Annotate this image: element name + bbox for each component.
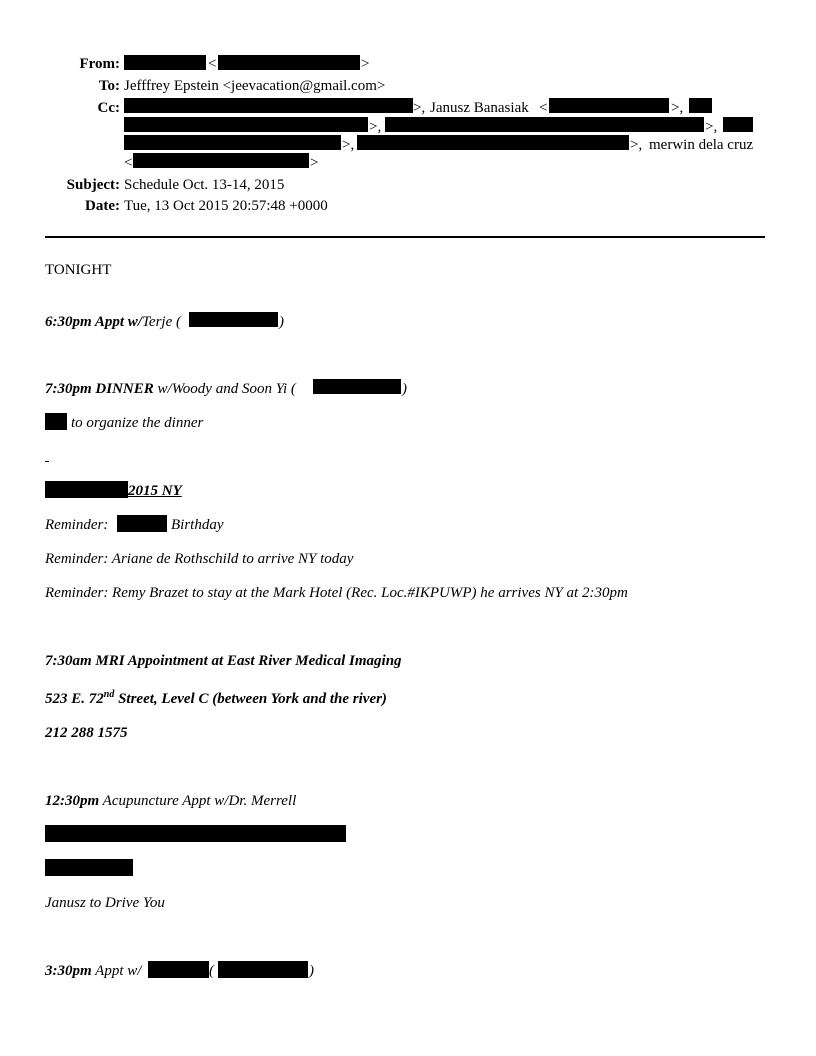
tonight-heading: TONIGHT (45, 262, 112, 278)
redaction (549, 98, 669, 113)
redaction (689, 98, 712, 113)
redaction (385, 117, 704, 132)
underline-mark (45, 461, 49, 462)
redaction (133, 153, 309, 168)
mri-phone: 212 288 1575 (45, 725, 128, 741)
to-label: To: (98, 78, 120, 94)
reminder-remy: Reminder: Remy Brazet to stay at the Mark Hotel (Rec. Loc.#IKPUWP) he arrives NY at 2:30pm (45, 585, 628, 601)
cc-separator: >, (413, 100, 426, 116)
cc-label: Cc: (97, 100, 120, 116)
acupuncture-detail: Acupuncture Appt w/Dr. Merrell (99, 793, 297, 809)
date-value: Tue, 13 Oct 2015 20:57:48 +0000 (124, 198, 328, 214)
redaction (45, 859, 133, 876)
angle-close: > (310, 155, 319, 171)
redaction (124, 98, 413, 113)
appt-3-detail: Appt w/ (91, 963, 142, 979)
date-label: Date: (85, 198, 120, 214)
appt-3 (45, 962, 141, 980)
appt-3-paren: ( (209, 963, 214, 979)
cc-separator: >, (342, 137, 355, 153)
cc-separator: >, (671, 100, 684, 116)
redaction (124, 117, 368, 132)
address-number: 523 E. 72 (45, 691, 104, 707)
appt-3-time: 3:30pm (45, 963, 92, 979)
redaction (723, 117, 753, 132)
redaction (124, 55, 206, 70)
cc-separator: >, (369, 119, 382, 135)
address-street: Street, Level C (between York and the river) (114, 691, 387, 707)
appt-1 (45, 313, 181, 331)
appt-1-time: 6:30pm Appt w/ (45, 314, 142, 330)
header-divider (45, 236, 765, 238)
angle-open: < (208, 56, 217, 72)
redaction (148, 961, 209, 978)
cc-separator: >, (705, 119, 718, 135)
cc-separator: >, (630, 137, 643, 153)
driver-note: Janusz to Drive You (45, 895, 165, 911)
address-suffix: nd (103, 689, 115, 700)
dinner-detail: w/Woody and Soon Yi ( (153, 381, 296, 397)
redaction (218, 961, 308, 978)
cc-name-merwin: merwin dela cruz (649, 137, 754, 153)
appt-1-close: ) (279, 314, 284, 330)
date-heading: 2015 NY (128, 483, 182, 499)
mri-appointment: 7:30am MRI Appointment at East River Medical Imaging (45, 653, 402, 669)
to-value: Jefffrey Epstein <jeevacation@gmail.com> (124, 78, 386, 94)
reminder-ariane: Reminder: Ariane de Rothschild to arrive NY today (45, 551, 354, 567)
redaction (45, 413, 67, 430)
redaction (218, 55, 360, 70)
angle-open: < (124, 155, 133, 171)
appt-1-name: Terje ( (141, 314, 181, 330)
subject-label: Subject: (66, 177, 120, 193)
redaction (189, 312, 278, 327)
mri-address (45, 690, 387, 708)
redaction (357, 135, 629, 150)
acupuncture-time: 12:30pm (45, 793, 100, 809)
cc-name-janusz: Janusz Banasiak (430, 100, 529, 116)
redaction (45, 481, 128, 498)
angle-close: > (361, 56, 370, 72)
angle-open: < (539, 100, 548, 116)
from-label: From: (79, 56, 120, 72)
redaction (117, 515, 167, 532)
organize-line: to organize the dinner (71, 415, 204, 431)
dinner-time: 7:30pm DINNER (45, 381, 154, 397)
subject-value: Schedule Oct. 13-14, 2015 (124, 177, 285, 193)
acupuncture (45, 792, 296, 810)
redaction (45, 825, 346, 842)
dinner (45, 380, 296, 398)
redaction (313, 379, 401, 394)
reminder-prefix: Reminder: (45, 517, 109, 533)
appt-3-close: ) (309, 963, 314, 979)
birthday-label: Birthday (171, 517, 224, 533)
redaction (124, 135, 341, 150)
dinner-close: ) (402, 381, 407, 397)
